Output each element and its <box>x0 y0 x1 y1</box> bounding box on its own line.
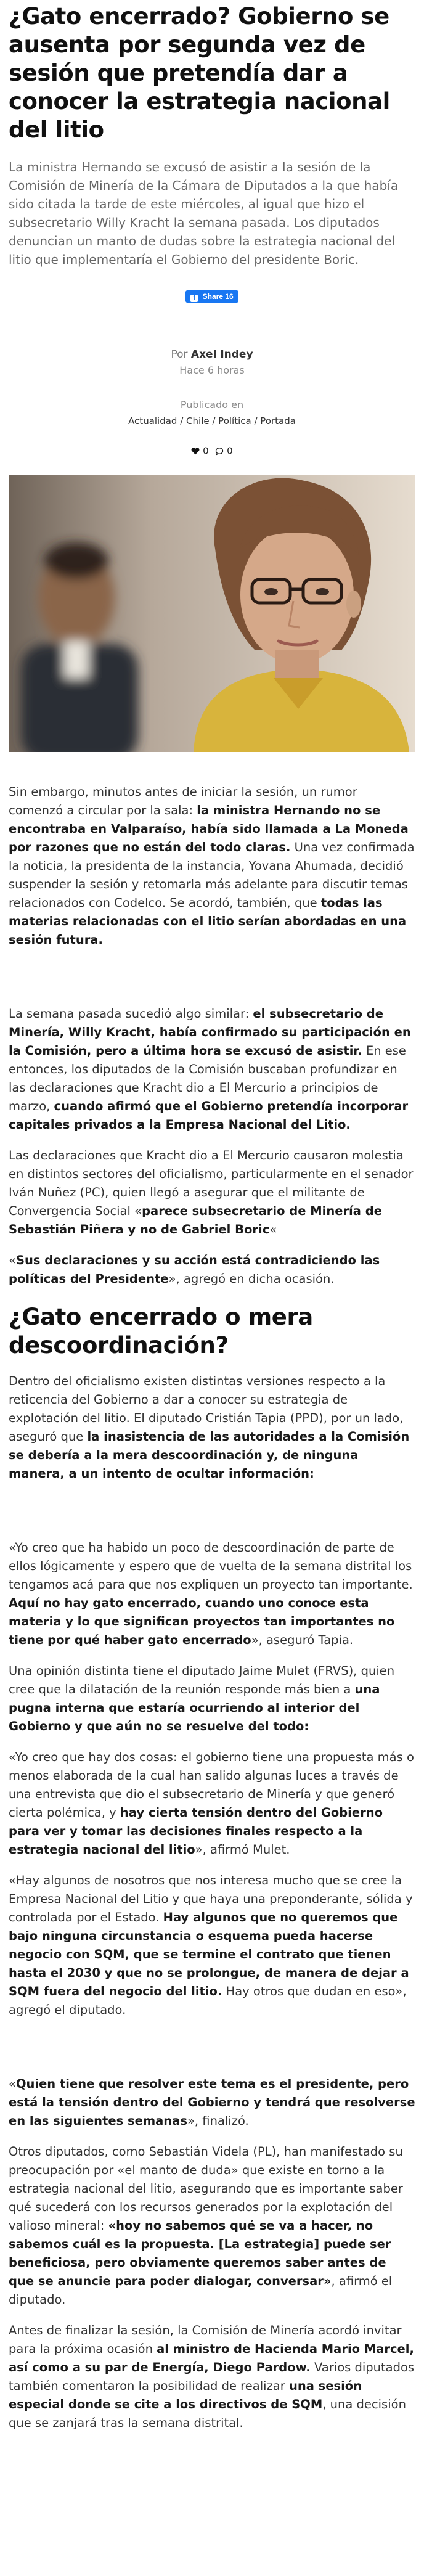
bold-run: hay cierta tensión dentro del Gobierno para ver y tomar las decisiones finales respecto a la estrategia nacional del litio <box>9 1805 383 1857</box>
spacer <box>9 962 415 1005</box>
bold-run: Hay algunos que no queremos que bajo ninguna circunstancia o esquema pueda hacerse negocio con SQM, que se termine el contrato que tienen hasta el 2030 y que no se prolongue, de manera de dejar a SQM fuera del negocio del litio. <box>9 1910 409 1998</box>
bold-run: cuando afirmó que el Gobierno pretendía incorporar capitales privados a la Empresa Nacional del Litio. <box>9 1099 409 1132</box>
text-run: », agregó en dicha ocasión. <box>168 1272 335 1286</box>
text-run: «Hay algunos de nosotros que nos interesa mucho que se cree la Empresa Nacional del Litio y que haya una preponderante, sólida y controlada por el Estado. <box>9 1873 413 1924</box>
byline <box>9 346 415 378</box>
bold-run: Quien tiene que resolver este tema es el presidente, pero está la tensión dentro del Gobierno y tendrá que resolverse en las siguientes semanas <box>9 2077 415 2128</box>
published-in <box>9 397 415 429</box>
facebook-share-button[interactable] <box>186 290 238 303</box>
paragraph-9 <box>9 1871 415 2019</box>
text-run: Otros diputados, como Sebastián Videla (PL), han manifestado su preocupación por «el manto de duda» que existe en torno a la estrategia nacional del litio, asegurando que es importante saber qué sucederá con los recursos generados por la explotación del valioso mineral: <box>9 2145 403 2233</box>
bold-run: Sus declaraciones y su acción está contradiciendo las políticas del Presidente <box>9 1253 380 1286</box>
bold-run: la ministra Hernando no se encontraba en Valparaíso, había sido llamada a La Moneda por razones que no están del todo claras. <box>9 803 409 854</box>
text-run: « <box>269 1222 277 1237</box>
published-label: Publicado en <box>180 399 244 411</box>
category-links[interactable]: Actualidad / Chile / Política / Portada <box>128 415 296 427</box>
bold-run: el subsecretario de Minería, Willy Kracht, había confirmado su participación en la Comisión, pero a última hora se excusó de asistir. <box>9 1007 411 1058</box>
bold-run: al ministro de Hacienda Mario Marcel, así como a su par de Energía, Diego Pardow. <box>9 2342 414 2374</box>
text-run: Una opinión distinta tiene el diputado Jaime Mulet (FRVS), quien cree que la dilatación de la reunión responde más bien a <box>9 1664 395 1696</box>
text-run: Antes de finalizar la sesión, la Comisión de Minería acordó invitar para la próxima ocasión <box>9 2323 402 2356</box>
text-run: , una decisión que se zanjará tras la semana distrital. <box>9 2397 406 2430</box>
paragraph-8 <box>9 1748 415 1859</box>
paragraph-4 <box>9 1251 415 1288</box>
paragraph-5 <box>9 1372 415 1483</box>
bold-run: la inasistencia de las autoridades a la Comisión se debería a la mera descoordinación y, de ninguna manera, a un intento de ocultar información: <box>9 1429 410 1481</box>
bold-run: una sesión especial donde se cite a los directivos de SQM <box>9 2379 362 2411</box>
section-heading: ¿Gato encerrado o mera descoordinación? <box>9 1304 313 1359</box>
publish-time: Hace 6 horas <box>179 364 245 376</box>
facebook-icon: f <box>190 295 198 302</box>
text-run: «Yo creo que ha habido un poco de descoordinación de parte de ellos lógicamente y espero que de vuelta de la semana distrital los tengamos acá para que nos expliquen un proyecto tan importante. <box>9 1540 413 1592</box>
text-run: », afirmó Mulet. <box>195 1842 290 1857</box>
text-run: Varios diputados también comentaron la posibilidad de realizar <box>9 2360 415 2393</box>
byline-prefix: Por <box>171 348 188 361</box>
article-headline: ¿Gato encerrado? Gobierno se ausenta por segunda vez de sesión que pretendía dar a conocer la estrategia nacional del litio <box>9 3 390 143</box>
paragraph-3 <box>9 1147 415 1239</box>
text-run: « <box>9 2077 16 2091</box>
article-body <box>9 783 415 2432</box>
paragraph-12 <box>9 2321 415 2432</box>
share-count: 16 <box>225 292 234 301</box>
bold-run: todas las materias relacionadas con el litio serían abordadas en una sesión futura. <box>9 896 407 947</box>
article-photo <box>9 475 415 752</box>
text-run: Hay otros que dudan en eso», agregó el diputado. <box>9 1984 407 2017</box>
share-label: Share <box>202 292 223 301</box>
article-stats <box>9 445 415 460</box>
bold-run: «hoy no sabemos qué se va a hacer, no sabemos cuál es la propuesta. [La estrategia] puede ser beneficiosa, pero obviamente queremos saber antes de que se anuncie para poder dialogar, conversar» <box>9 2218 391 2288</box>
heart-icon[interactable] <box>191 447 200 455</box>
paragraph-2 <box>9 1005 415 1134</box>
text-run: Una vez confirmada la noticia, la presidenta de la instancia, Yovana Ahumada, decidió suspender la sesión y retomarla más adelante para discutir temas relacionados con Codelco. Se acordó, también, que <box>9 840 415 910</box>
text-run: En ese entonces, los diputados de la Comisión buscaban profundizar en las declaraciones que Kracht dio a El Mercurio a principios de marzo, <box>9 1044 406 1113</box>
paragraph-1 <box>9 783 415 949</box>
text-run: Sin embargo, minutos antes de iniciar la sesión, un rumor comenzó a circular por la sala: <box>9 785 357 817</box>
article-lead: La ministra Hernando se excusó de asistir a la sesión de la Comisión de Minería de la Cámara de Diputados a la que había sido citada la tarde de este miércoles, al igual que hizo el subsecretario Willy Kracht la semana pasada. Los diputados denuncian un manto de dudas sobre la estrategia nacional del litio que implementaría el Gobierno del presidente Boric. <box>9 160 399 267</box>
author-link[interactable]: Axel Indey <box>190 348 253 361</box>
text-run: Las declaraciones que Kracht dio a El Mercurio causaron molestia en distintos sectores del oficialismo, particularmente en el senador Iván Nuñez (PC), quien llegó a asegurar que el militante de Convergencia Social « <box>9 1148 414 1218</box>
text-run: Dentro del oficialismo existen distintas versiones respecto a la reticencia del Gobierno a dar a conocer su estrategia de explotación del litio. El diputado Cristián Tapia (PPD), por un lado, aseguró que <box>9 1374 404 1444</box>
bold-run: una pugna interna que estaría ocurriendo al interior del Gobierno y que aún no se resuelve del todo: <box>9 1682 380 1733</box>
text-run: La semana pasada sucedió algo similar: <box>9 1007 253 1021</box>
comments-count: 0 <box>227 445 233 457</box>
spacer <box>9 2032 415 2075</box>
paragraph-11 <box>9 2143 415 2309</box>
minister-photo-illustration <box>9 475 415 752</box>
likes-count: 0 <box>203 445 209 457</box>
paragraph-7 <box>9 1662 415 1736</box>
bold-run: parece subsecretario de Minería de Sebastián Piñera y no de Gabriel Boric <box>9 1204 382 1237</box>
spacer <box>9 1495 415 1539</box>
text-run: , afirmó el diputado. <box>9 2274 393 2307</box>
text-run: «Yo creo que hay dos cosas: el gobierno tiene una propuesta más o menos elaborada de la cual han salido algunas luces a través de una entrevista que dio el subsecretario de Minería y que generó cierta polémica, y <box>9 1750 414 1820</box>
share-row <box>9 290 415 305</box>
bold-run: Aquí no hay gato encerrado, cuando uno conoce esta materia y lo que significan proyectos tan importantes no tiene por qué haber gato encerrado <box>9 1596 395 1647</box>
paragraph-10 <box>9 2075 415 2130</box>
text-run: », finalizó. <box>187 2114 249 2128</box>
text-run: », aseguró Tapia. <box>251 1633 354 1647</box>
paragraph-6 <box>9 1539 415 1650</box>
comment-icon[interactable] <box>215 447 224 456</box>
text-run: « <box>9 1253 16 1267</box>
